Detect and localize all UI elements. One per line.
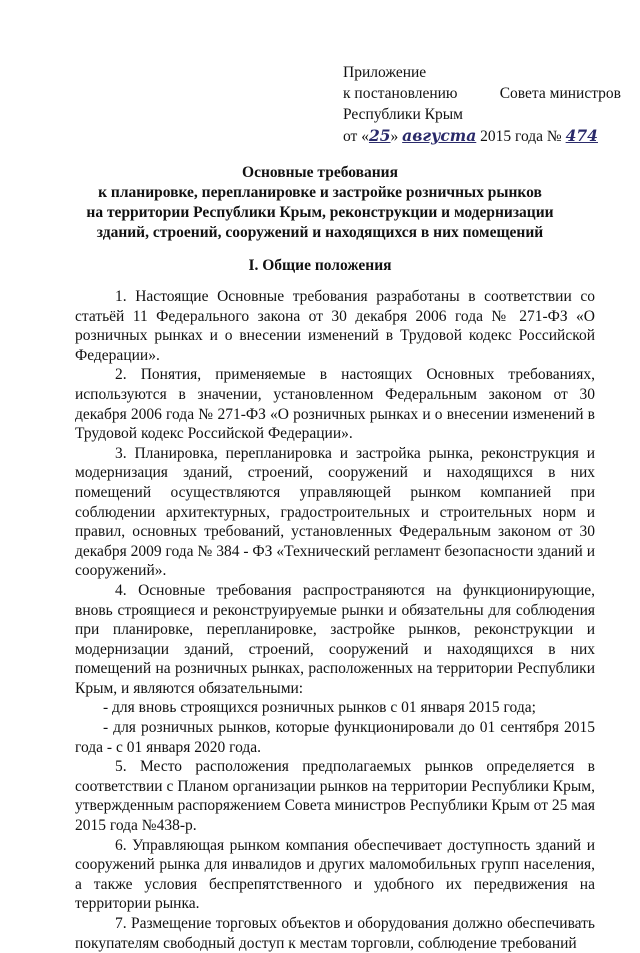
appendix-date-line xyxy=(343,125,633,147)
appendix-resolution-line xyxy=(343,83,621,104)
appendix-label: Приложение xyxy=(343,64,427,81)
date-prefix: от « xyxy=(343,128,369,145)
title-line: зданий, строений, сооружений и находящихся в них помещений xyxy=(96,224,544,241)
list-item: - для розничных рынков, которые функционировали до 01 сентября 2015 года - с 01 января 2020 года. xyxy=(75,719,595,756)
section-heading: I. Общие положения xyxy=(248,257,392,274)
document-title xyxy=(40,163,600,243)
appendix-resolution-right: Совета министров xyxy=(499,85,621,102)
title-line: Основные требования xyxy=(242,164,398,181)
appendix-resolution-left: к постановлению xyxy=(343,85,458,102)
title-line: к планировке, перепланировке и застройке розничных рынков xyxy=(98,184,542,201)
handwritten-day: 25 xyxy=(368,126,391,145)
title-line: на территории Республики Крым, реконструкции и модернизации xyxy=(86,204,554,221)
paragraph: 4. Основные требования распространяются на функционирующие, вновь строящиеся и реконструируемые рынки и обязательны для соблюдения при планировке, перепланировке, застройке рынков, реконструкции и модернизации зданий, строений, сооружений и находящихся в них помещений на розничных рынках, расположенных на территории Республики Крым, и являются обязательными: xyxy=(75,581,595,697)
paragraph: 3. Планировка, перепланировка и застройка рынка, реконструкция и модернизация зданий, строений, сооружений и находящихся в них помещений осуществляются управляющей рынком компанией при соблюдении архитектурных, градостроительных и строительных норм и правил, основных требований, установленных Федеральным законом от 30 декабря 2009 года № 384 - ФЗ «Технический регламент безопасности зданий и сооружений». xyxy=(75,444,595,580)
date-quote-close: » xyxy=(390,128,399,145)
handwritten-month: августа xyxy=(402,126,477,145)
paragraph: 6. Управляющая рынком компания обеспечивает доступность зданий и сооружений рынка для инвалидов и других маломобильных групп населения, а также условия беспрепятственного и удобного их передвижения на территории рынка. xyxy=(75,836,595,913)
paragraph: 2. Понятия, применяемые в настоящих Основных требованиях, используются в значении, установленном Федеральным законом от 30 декабря 2006 года № 271-ФЗ «О розничных рынках и о внесении изменений в Трудовой кодекс Российской Федерации». xyxy=(75,366,595,443)
paragraph: 7. Размещение торговых объектов и оборудования должно обеспечивать покупателям свободный доступ к местам торговли, соблюдение требований xyxy=(75,915,595,952)
appendix-block xyxy=(343,62,633,147)
handwritten-number: 474 xyxy=(565,126,598,145)
list-item: - для вновь строящихся розничных рынков с 01 января 2015 года; xyxy=(103,699,536,717)
date-year: 2015 года № xyxy=(480,128,562,145)
paragraph: 5. Место расположения предполагаемых рынков определяется в соответствии с Планом организации рынков на территории Республики Крым, утвержденным распоряжением Совета министров Республики Крым от 25 мая 2015 года №438-р. xyxy=(75,758,595,835)
appendix-republic: Республики Крым xyxy=(343,106,463,123)
paragraph: 1. Настоящие Основные требования разработаны в соответствии со статьёй 11 Федерального закона от 30 декабря 2006 года № 271-ФЗ «О розничных рынках и о внесении изменений в Трудовой кодекс Российской Федерации». xyxy=(75,288,595,364)
document-body xyxy=(75,287,595,953)
